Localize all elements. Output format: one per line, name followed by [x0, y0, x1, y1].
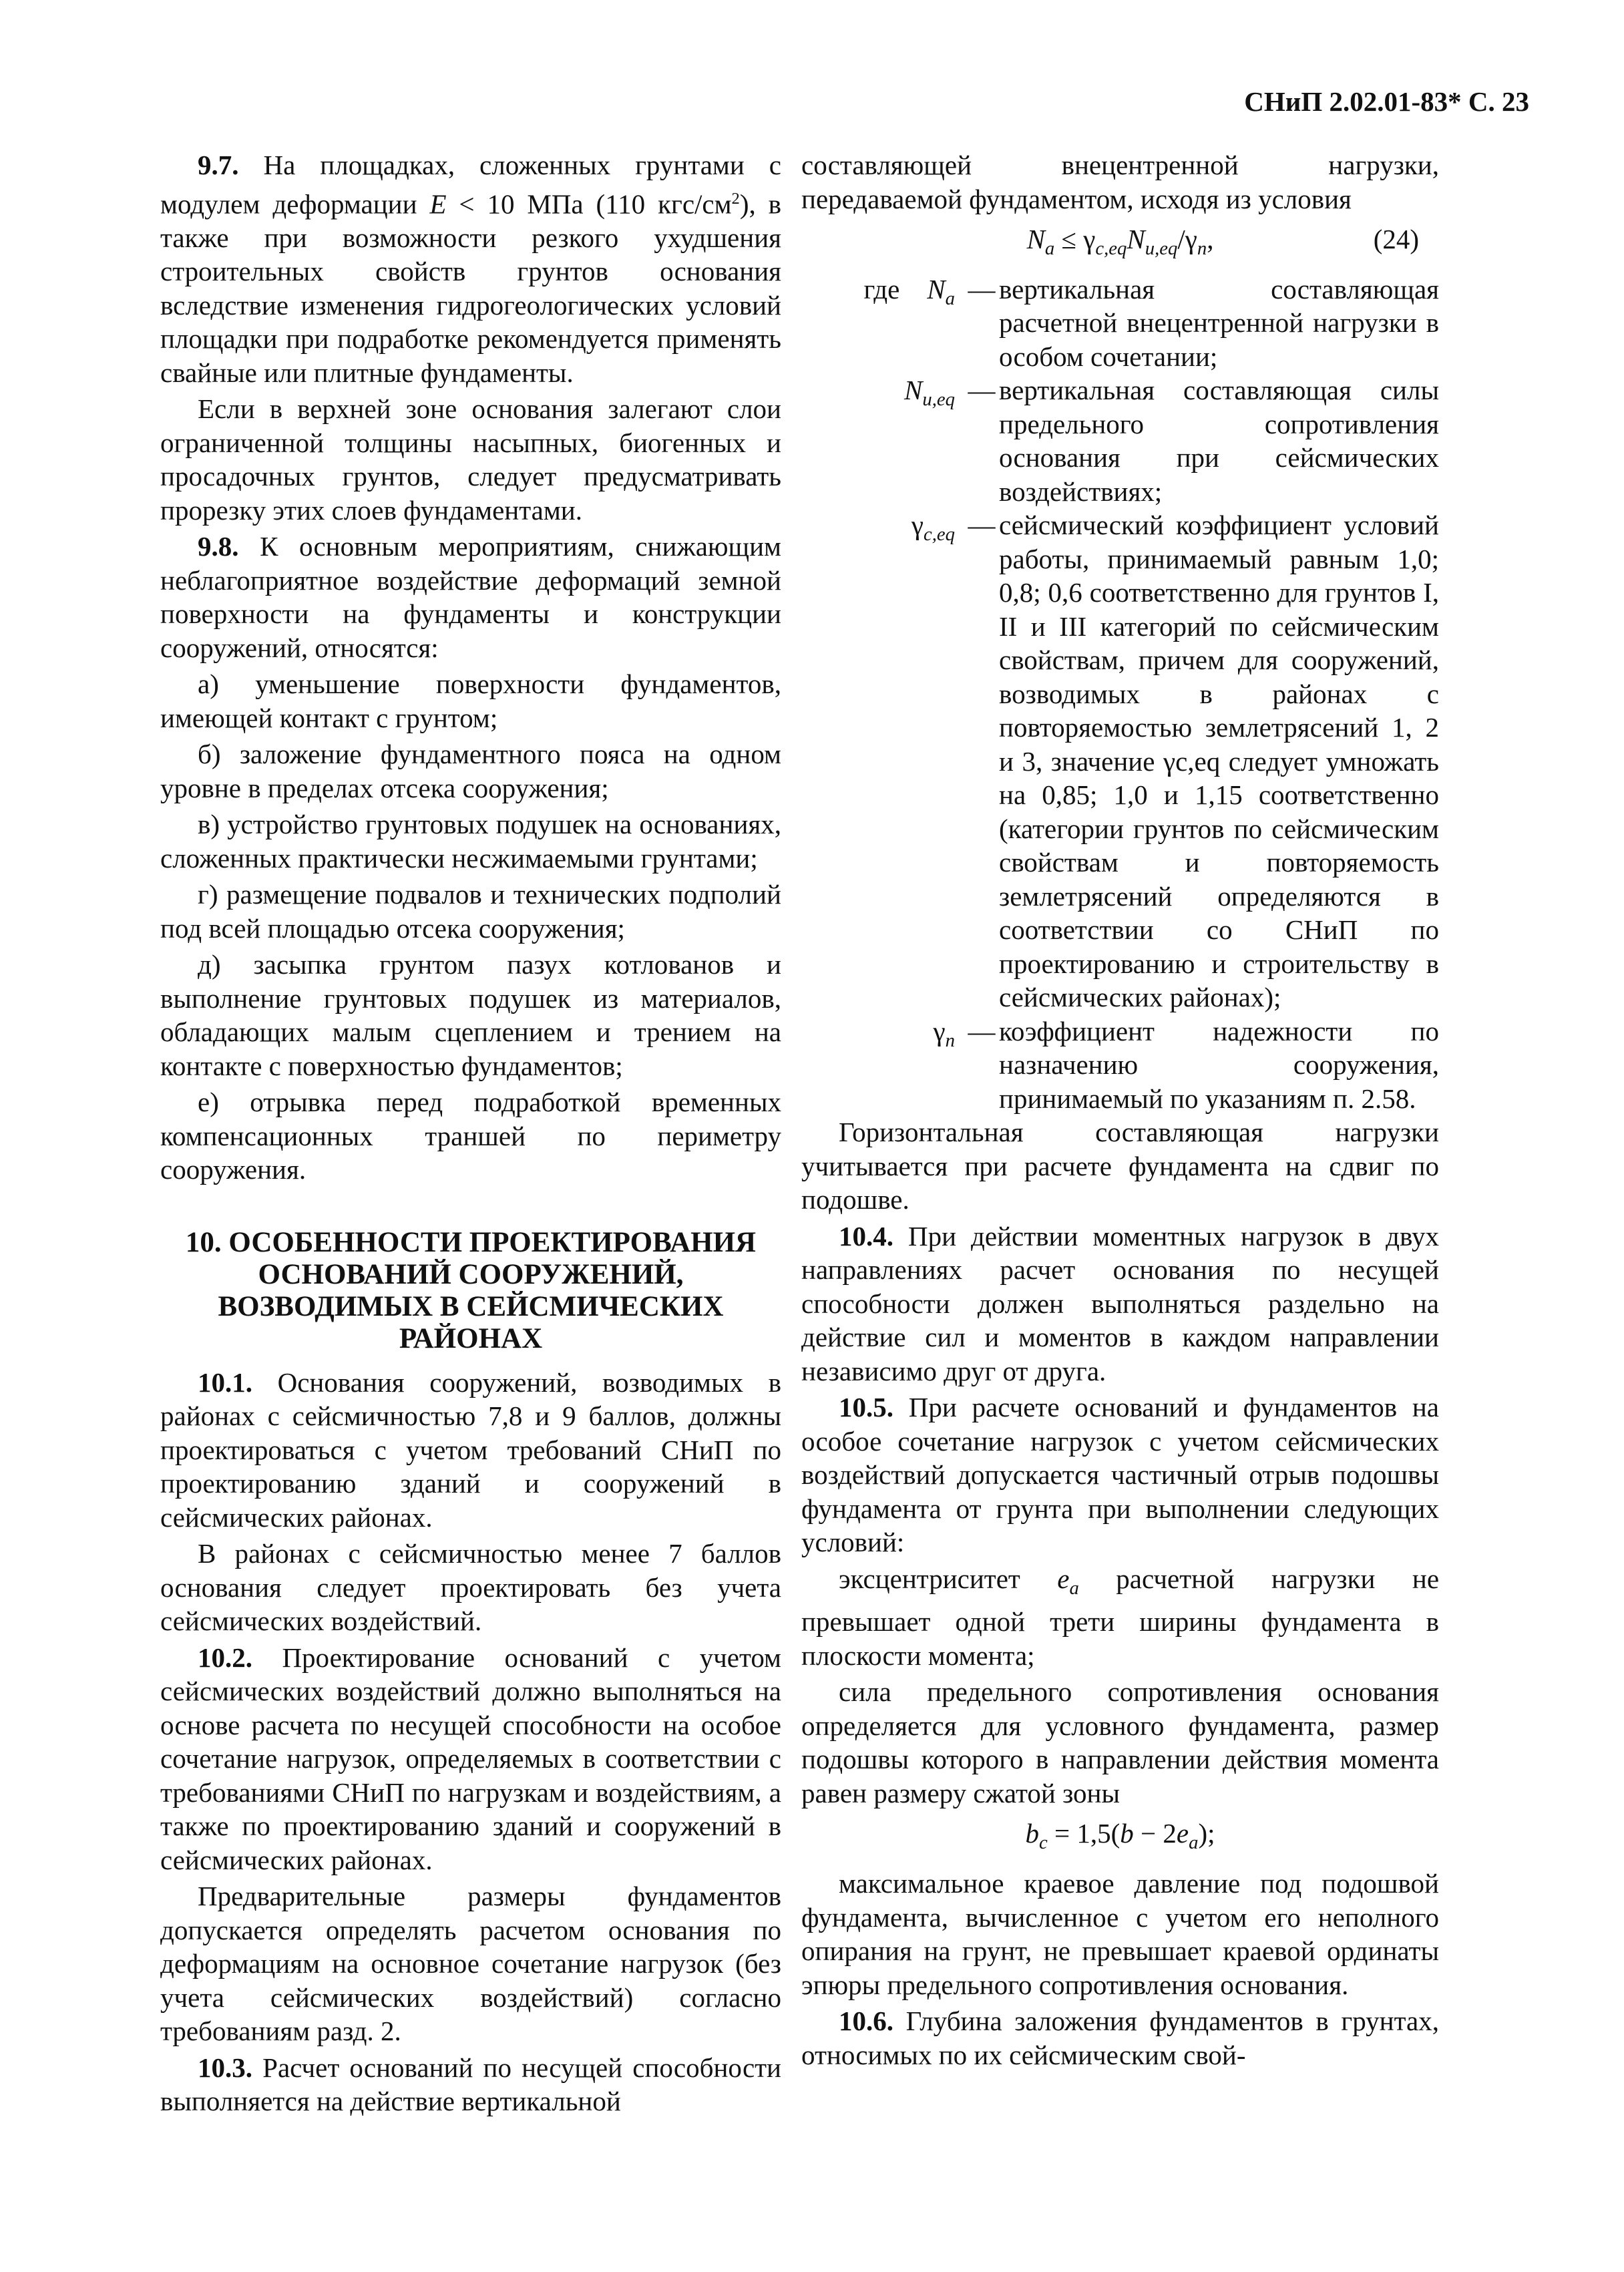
paragraph: В районах с сейсмичностью менее 7 баллов основания следует проектировать без учета сейсмических воздействий. — [160, 1538, 781, 1637]
list-item: в) устройство грунтовых подушек на основаниях, сложенных практически несжимаемыми грунтами; — [160, 809, 781, 874]
paragraph: Предварительные размеры фундаментов допускается определять расчетом основания по деформациям на основное сочетание нагрузок (без учета сейсмических воздействий) согласно требованиям разд. 2. — [160, 1881, 781, 2047]
paragraph-continuation: составляющей внецентренной нагрузки, передаваемой фундаментом, исходя из условия — [801, 150, 1439, 214]
definition-text: вертикальная составляющая расчетной внецентренной нагрузки в особом сочетании; — [999, 273, 1439, 372]
formula-bc: $b_c = 1,5(b - 2e_a)$; — [1025, 1818, 1215, 1854]
clause-number: 10.5. — [839, 1392, 893, 1423]
paragraph-10-4: 10.4. При действии моментных нагрузок в двух направлениях расчет основания по несущей способности должен выполняться раздельно на действие сил и моментов в каждом направлении независимо друг от друга. — [801, 1220, 1440, 1386]
paragraph-10-6: 10.6. Глубина заложения фундаментов в грунтах, относимых по их сейсмическим свой- — [801, 2006, 1439, 2070]
formula-24: $N_a \le \gamma_{c,eq}N_{u,eq}/\gamma_n$, (24) — [1026, 224, 1419, 260]
definition-row: $N_{u,eq}$ — вертикальная составляющая силы предельного сопротивления основания при сейсмических воздействиях; — [801, 373, 1439, 508]
paragraph: сила предельного сопротивления основания определяется для условного фундамента, размер подошвы которого в направлении действия момента равен размеру сжатой зоны — [801, 1676, 1439, 1809]
definition-row: $\gamma_{c,eq}$ — сейсмический коэффициент условий работы, принимаемый равным 1,0; 0,8; 0,6 соответственно для грунтов I, II и III категорий по сейсмическим свойствам, причем для сооружений, возводимых в районах с повторяемостью землетрясений 1, 2 и 3, значение γc,eq следует умножать на 0,85; 1,0 и 1,15 соответственно (категории грунтов по сейсмическим свойствам и повторяемость землетрясений определяются в соответствии со СНиП по проектированию и строительству в сейсмических районах); — [801, 508, 1439, 1014]
list-item: е) отрывка перед подработкой временных компенсационных траншей по периметру сооружения. — [160, 1087, 781, 1185]
paragraph-9-8: 9.8. К основным мероприятиям, снижающим неблагоприятное воздействие деформаций земной поверхности на фундаменты и конструкции сооружений, относятся: — [160, 531, 782, 663]
clause-number: 10.3. — [198, 2052, 252, 2083]
paragraph-10-3: 10.3. Расчет оснований по несущей способности выполняется на действие вертикальной — [160, 2052, 781, 2117]
paragraph: эксцентриситет $e_a$ расчетной нагрузки не превышает одной трети ширины фундамента в плоскости момента; — [801, 1563, 1440, 1671]
list-item: а) уменьшение поверхности фундаментов, имеющей контакт с грунтом; — [160, 669, 781, 733]
definition-row: $\gamma_n$ — коэффициент надежности по назначению сооружения, принимаемый по указаниям п. 2.58. — [801, 1014, 1439, 1116]
paragraph-10-5: 10.5. При расчете оснований и фундаментов на особое сочетание нагрузок с учетом сейсмических воздействий допускается частичный отрыв подошвы фундамента от грунта при выполнении следующих условий: — [801, 1392, 1439, 1558]
paragraph-10-1: 10.1. Основания сооружений, возводимых в районах с сейсмичностью 7,8 и 9 баллов, должны проектироваться с учетом требований СНиП по проектированию зданий и сооружений в сейсмических районах. — [160, 1366, 781, 1533]
clause-number: 9.7. — [198, 150, 239, 180]
left-column — [160, 148, 781, 2121]
definition-symbol: где $N_a$ — [863, 273, 955, 309]
paragraph: максимальное краевое давление под подошвой фундамента, вычисленное с учетом его неполного опирания на грунт, не превышает краевой ординаты эпюры предельного сопротивления основания. — [801, 1868, 1439, 2000]
section-heading: 10. ОСОБЕННОСТИ ПРОЕКТИРОВАНИЯ ОСНОВАНИЙ СООРУЖЕНИЙ, ВОЗВОДИМЫХ В СЕЙСМИЧЕСКИХ РАЙОНАХ — [185, 1226, 757, 1354]
definition-text: коэффициент надежности по назначению сооружения, принимаемый по указаниям п. 2.58. — [999, 1015, 1439, 1114]
definition-text: вертикальная составляющая силы предельного сопротивления основания при сейсмических воздействиях; — [999, 375, 1439, 507]
clause-number: 10.2. — [198, 1642, 252, 1673]
paragraph: Горизонтальная составляющая нагрузки учитывается при расчете фундамента на сдвиг по подошве. — [801, 1117, 1439, 1215]
page-header: СНиП 2.02.01-83* С. 23 — [1244, 86, 1529, 117]
clause-number: 10.4. — [839, 1220, 893, 1252]
right-column — [801, 148, 1439, 2074]
definition-symbol: $\gamma_{c,eq}$ — [911, 510, 955, 546]
definition-symbol: $N_{u,eq}$ — [904, 375, 955, 411]
paragraph-9-7: 9.7. На площадках, сложенных грунтами с модулем деформации E < 10 МПа (110 кгс/$см^2$), в также при возможности резкого ухудшения строительных свойств грунтов основания вследствие изменения гидрогеологических условий площадки при подработке рекомендуется применять свайные или плитные фундаменты. — [160, 150, 782, 388]
paragraph: Если в верхней зоне основания залегают слои ограниченной толщины насыпных, биогенных и просадочных грунтов, следует предусматривать прорезку этих слоев фундаментами. — [160, 393, 781, 526]
definition-symbol: $\gamma_n$ — [933, 1015, 955, 1051]
list-item: д) засыпка грунтом пазух котлованов и выполнение грунтовых подушек из материалов, обладающих малым сцеплением и трением на контакте с поверхностью фундаментов; — [160, 949, 781, 1081]
equation-number: (24) — [1373, 224, 1419, 254]
list-item: г) размещение подвалов и технических подполий под всей площадью отсека сооружения; — [160, 879, 781, 944]
definition-text: сейсмический коэффициент условий работы, принимаемый равным 1,0; 0,8; 0,6 соответственно для грунтов I, II и III категорий по сейсмическим свойствам, причем для сооружений, возводимых в районах с повторяемостью землетрясений 1, 2 и 3, значение γc,eq следует умножать на 0,85; 1,0 и 1,15 соответственно (категории грунтов по сейсмическим свойствам и повторяемость землетрясений определяются в соответствии со СНиП по проектированию и строительству в сейсмических районах); — [999, 510, 1439, 1013]
paragraph-10-2: 10.2. Проектирование оснований с учетом сейсмических воздействий должно выполняться на основе расчета по несущей способности на особое сочетание нагрузок, определяемых в соответствии с требованиями СНиП по нагрузкам и воздействиям, а также по проектированию зданий и сооружений в сейсмических районах. — [160, 1642, 781, 1875]
list-item: б) заложение фундаментного пояса на одном уровне в пределах отсека сооружения; — [160, 739, 781, 803]
clause-number: 10.6. — [839, 2006, 893, 2037]
definition-row: где $N_a$ — вертикальная составляющая расчетной внецентренной нагрузки в особом сочетании; — [801, 272, 1439, 374]
clause-number: 9.8. — [198, 531, 239, 562]
definitions-list — [801, 272, 1439, 1116]
clause-number: 10.1. — [198, 1366, 252, 1398]
